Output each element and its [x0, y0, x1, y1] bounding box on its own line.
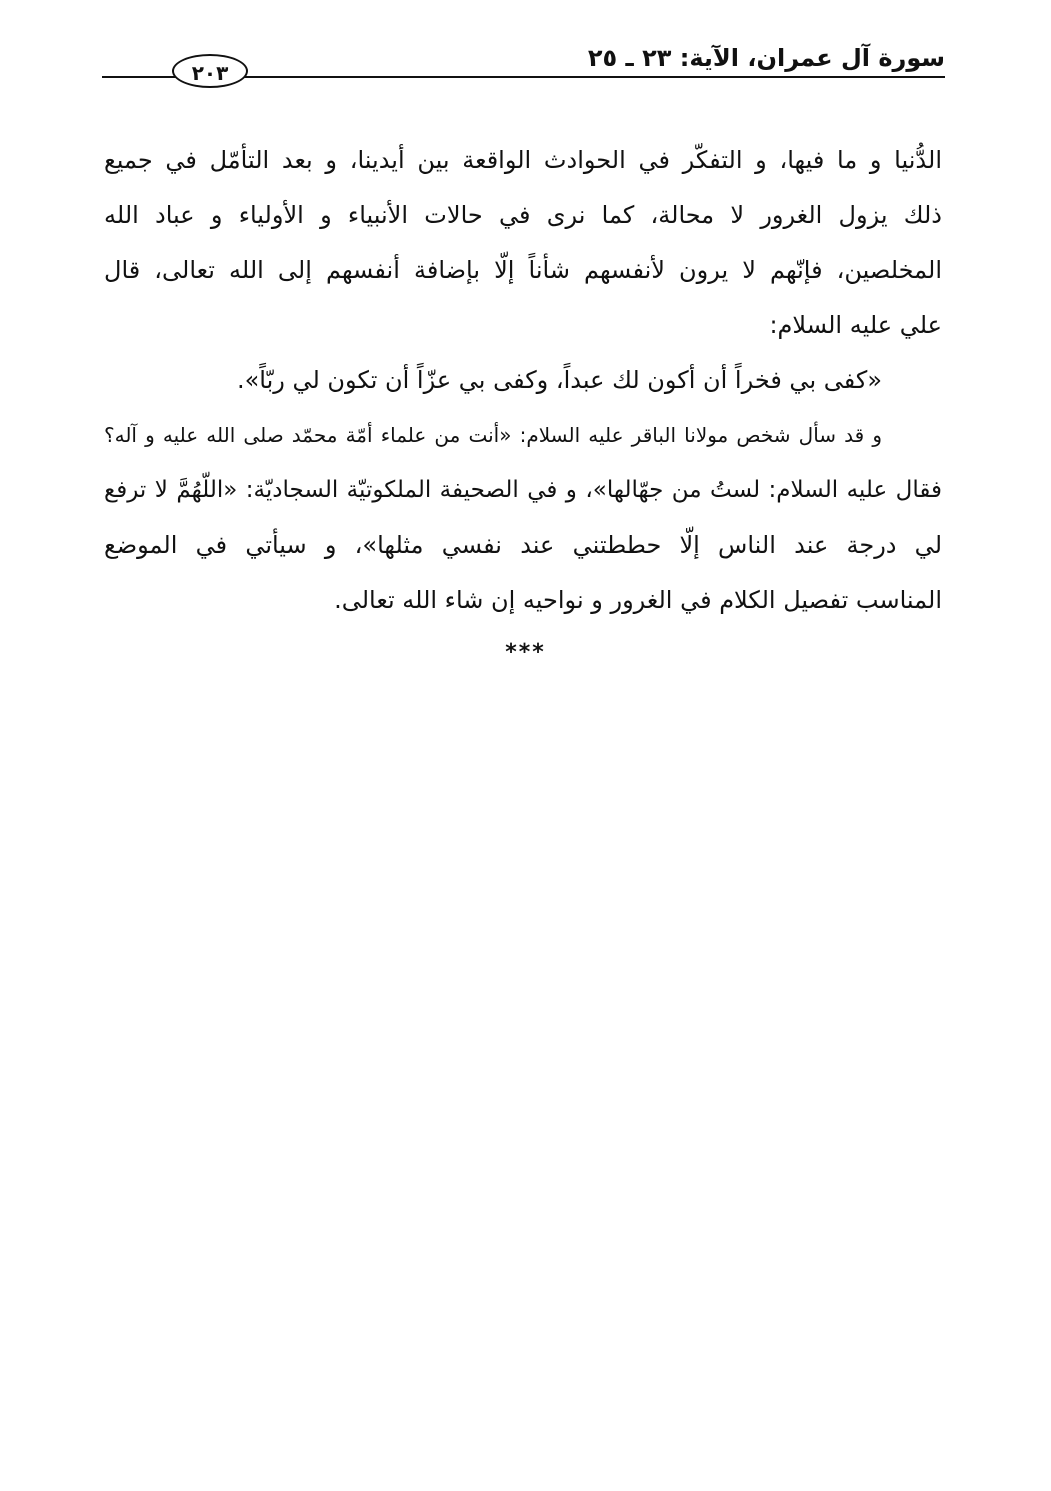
page-header [102, 40, 945, 84]
text-line: المناسب تفصيل الكلام في الغرور و نواحيه إن شاء الله تعالى. [334, 586, 942, 614]
text-line: الدُّنيا و ما فيها، و التفكّر في الحوادث الواقعة بين أيدينا، و بعد التأمّل في جميع [104, 146, 942, 174]
body-text [104, 133, 942, 628]
text-line: فقال عليه السلام: لستُ من جهّالها»، و في الصحيفة الملكوتيّة السجاديّة: «اللّهُمَّ لا ترفع [104, 477, 942, 503]
text-line: ذلك يزول الغرور لا محالة، كما نرى في حالات الأنبياء و الأولياء و عباد الله [104, 201, 942, 229]
text-line: و قد سأل شخص مولانا الباقر عليه السلام: «أنت من علماء أمّة محمّد صلى الله عليه و آله؟ [104, 423, 882, 447]
text-line: علي عليه السلام: [769, 311, 942, 339]
text-line: المخلصين، فإنّهم لا يرون لأنفسهم شأناً إلّا بإضافة أنفسهم إلى الله تعالى، قال [104, 256, 942, 284]
page-number-badge: ٢٠٣ [172, 54, 248, 88]
running-title: سورة آل عمران، الآية: ٢٣ ـ ٢٥ [587, 44, 945, 72]
text-line: لي درجة عند الناس إلّا حططتني عند نفسي مثلها»، و سيأتي في الموضع [104, 531, 942, 559]
quote-line: «كفى بي فخراً أن أكون لك عبداً، وكفى بي عزّاً أن تكون لي ربّاً». [236, 366, 882, 394]
section-separator: *** [505, 640, 546, 665]
